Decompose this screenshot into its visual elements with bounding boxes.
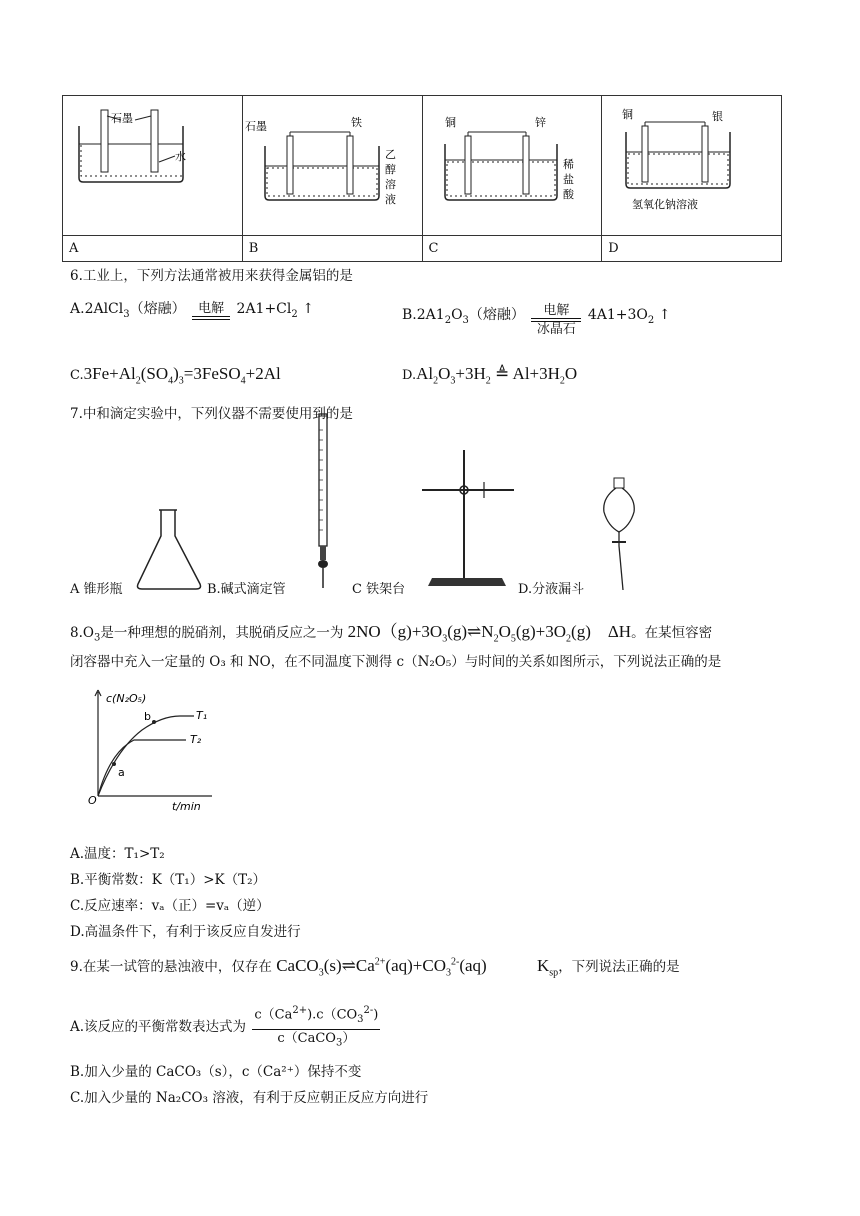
- iron-stand-icon: [418, 446, 518, 590]
- q9-stem: 9.在某一试管的悬浊液中，仅存在 $CaCO_3(s)\rightleftharpoons Ca^{2+}(aq)+CO_3^{2-}(aq)$ $K_{sp}$，下列说法正确的是: [70, 956, 680, 979]
- q6-option-b: $B.2A1_2O_3$（熔融） 电解 冰晶石 $4A1+3O_2$ ↑: [402, 303, 671, 337]
- q8-stem: $8.O_3$是一种理想的脱硝剂，其脱硝反应之一为 $2NO(g)+3O_3(g)\rightleftharpoons N_2O_5(g)+3O_2(g)$ ΔH。在某恒容密: [70, 622, 713, 645]
- label-b: b: [144, 710, 151, 723]
- conical-flask-icon: [132, 506, 206, 592]
- cell-options-table: [62, 95, 782, 262]
- q6-option-d: $D.Al_2O_3+3H_2$ ≜ $Al+3H_2O$: [402, 364, 578, 387]
- q8-option-a: A.温度：T₁>T₂: [70, 846, 165, 862]
- burette-icon: [308, 410, 338, 592]
- cell-c-acid-label: 稀盐酸: [562, 158, 574, 201]
- cell-b-graphite-label: 石墨: [244, 120, 267, 133]
- q8-equation: $2NO(g)+3O_3(g)\rightleftharpoons N_2O_5(g)+3O_2(g)$ ΔH: [347, 622, 632, 645]
- cell-c-label: C: [422, 236, 602, 262]
- q6-stem: 6.工业上，下列方法通常被用来获得金属铝的是: [70, 268, 353, 284]
- q9-option-a: A.该反应的平衡常数表达式为 $\frac{c(Ca^{2+}).c(CO_3^{2-})}{c(CaCO_3)}$: [70, 1002, 382, 1053]
- cell-d-solution-label: 氢氧化钠溶液: [632, 198, 699, 211]
- cell-b-solution-label: 乙醇溶液: [384, 148, 396, 206]
- graph-y-label: c(N₂O₅): [106, 692, 147, 705]
- q6-b-cryolite-label: 冰晶石: [536, 322, 576, 337]
- q6-b-electrolysis-label: 电解: [543, 303, 570, 318]
- cell-c-copper-label: 铜: [444, 116, 456, 129]
- q8-option-c: C.反应速率：vₐ（正）=vₐ（逆）: [70, 898, 270, 914]
- cell-b-iron-label: 铁: [350, 116, 362, 129]
- curve-t1: [98, 716, 194, 796]
- label-a: a: [118, 766, 125, 779]
- q7-option-d: D.分液漏斗: [518, 582, 585, 597]
- q9-equation: $CaCO_3(s)\rightleftharpoons Ca^{2+}(aq)+CO_3^{2-}(aq)$: [276, 956, 487, 979]
- label-t1: T₁: [196, 709, 208, 722]
- cell-d-copper-label: 铜: [622, 108, 634, 121]
- cell-a-electrode-label: 石墨: [111, 112, 133, 125]
- q6-option-c: $C.3Fe+Al_2(SO_4)_3=3FeSO_4+2Al$: [70, 364, 281, 387]
- cell-b-label: B: [242, 236, 422, 262]
- graph-origin: O: [88, 794, 97, 807]
- q9-option-b: B.加入少量的 CaCO₃（s），c（Ca²⁺）保持不变: [70, 1064, 362, 1080]
- q9-option-c: C.加入少量的 Na₂CO₃ 溶液，有利于反应朝正反应方向进行: [70, 1090, 429, 1106]
- q8-option-b: B.平衡常数：K（T₁）>K（T₂）: [70, 872, 267, 888]
- cell-d-silver-label: 银: [712, 110, 724, 123]
- q6-option-a: A.2AlCl$_3$（熔融） 电解 $2A1+Cl_2$ ↑: [70, 300, 314, 320]
- q7-stem: 7.中和滴定实验中，下列仪器不需要使用到的是: [70, 406, 353, 422]
- label-t2: T₂: [190, 733, 202, 746]
- cell-a-figure: [63, 96, 243, 236]
- q7-option-a: A 锥形瓶: [70, 582, 123, 597]
- separatory-funnel-icon: [596, 476, 642, 594]
- q8-option-d: D.高温条件下，有利于该反应自发进行: [70, 924, 301, 940]
- point-b: [152, 720, 156, 724]
- q6-a-electrolysis-label: 电解: [198, 300, 225, 316]
- q8-stem-line2: 闭容器中充入一定量的 O₃ 和 NO，在不同温度下测得 c（N₂O₅）与时间的关系如图所示，下列说法正确的是: [70, 654, 722, 670]
- cell-c-figure: [422, 96, 602, 236]
- cell-b-figure: [242, 96, 422, 236]
- cell-c-zinc-label: 锌: [534, 116, 546, 129]
- cell-a-label: A: [63, 236, 243, 262]
- cell-a-liquid-label: 水: [175, 150, 186, 163]
- graph-x-label: t/min: [172, 800, 201, 812]
- cell-d-label: D: [602, 236, 782, 262]
- q8-concentration-graph: [82, 686, 222, 812]
- q7-option-b: B.碱式滴定管: [207, 582, 286, 597]
- q9-equilibrium-fraction: $\frac{c(Ca^{2+}).c(CO_3^{2-})}{c(CaCO_3)}$: [252, 1002, 380, 1053]
- point-a: [112, 762, 116, 766]
- q7-option-c: C 铁架台: [352, 582, 406, 597]
- cell-d-figure: [602, 96, 782, 236]
